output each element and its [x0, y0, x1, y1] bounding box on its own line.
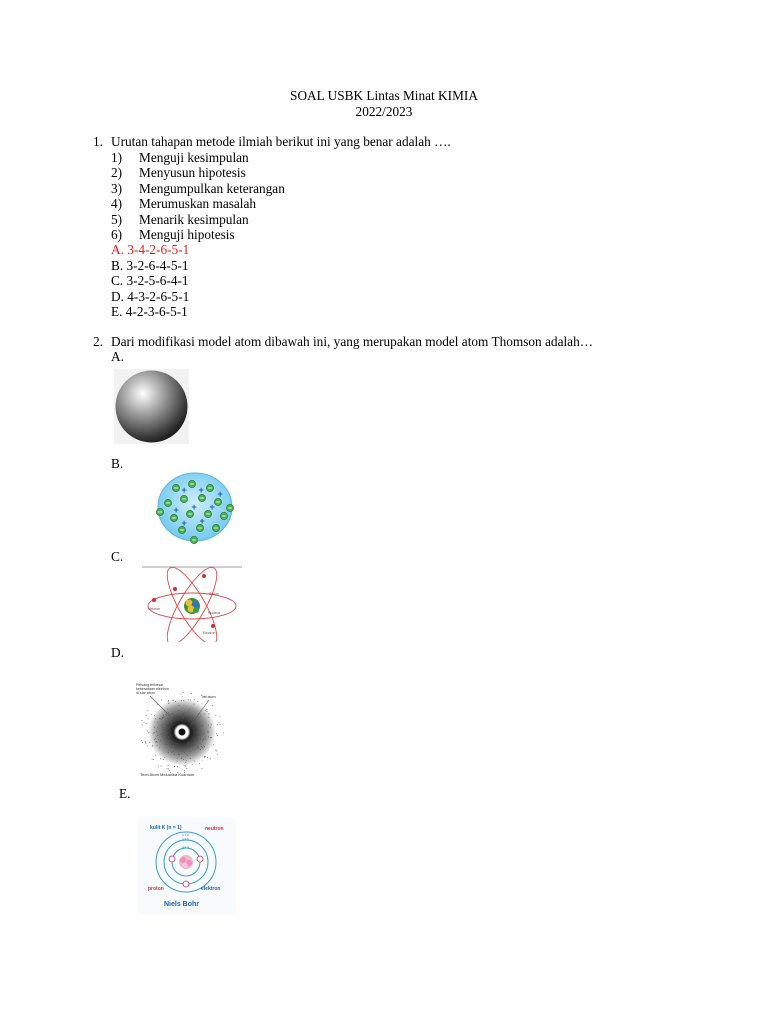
cloud-speck: [186, 716, 187, 717]
cloud-speck: [189, 709, 190, 710]
plus-sign: +: [181, 518, 187, 528]
cloud-speck: [190, 719, 191, 720]
plus-sign: +: [198, 485, 204, 495]
step-text: Menguji hipotesis: [139, 227, 235, 242]
cloud-speck: [195, 749, 196, 750]
cloud-speck: [168, 701, 169, 702]
option-d-label: D.: [111, 645, 124, 660]
cloud-speck: [161, 699, 162, 700]
cloud-speck: [199, 734, 200, 735]
cloud-speck: [215, 715, 216, 716]
cloud-speck: [185, 762, 186, 763]
question-text: Dari modifikasi model atom dibawah ini, yang merupakan model atom Thomson adalah…: [111, 334, 594, 349]
cloud-speck: [190, 758, 191, 759]
cloud-speck: [203, 748, 204, 749]
cloud-speck: [206, 709, 207, 710]
cloud-speck: [202, 740, 203, 741]
orbit-n2-label: n = 2: [182, 833, 189, 837]
cloud-speck: [154, 727, 155, 728]
cloud-speck: [203, 734, 204, 735]
electron-label: Electron: [203, 631, 216, 635]
plus-sign: +: [191, 502, 197, 512]
cloud-speck: [189, 721, 190, 722]
cloud-speck: [161, 766, 162, 767]
step-text: Menguji kesimpulan: [139, 149, 249, 165]
cloud-speck: [177, 761, 178, 762]
cloud-speck: [167, 732, 168, 733]
step-number: 4): [111, 196, 123, 211]
cloud-speck: [167, 744, 168, 745]
plus-sign: +: [181, 485, 187, 495]
cloud-speck: [184, 765, 185, 766]
cloud-speck: [166, 742, 167, 743]
image-caption: Teori Atom Mekanika Kuantum: [140, 772, 195, 777]
nucleus-label: Nucleus: [208, 611, 221, 615]
cloud-speck: [162, 724, 163, 725]
cloud-speck: [205, 739, 206, 740]
cloud-speck: [152, 759, 153, 760]
cloud-speck: [173, 718, 174, 719]
cloud-speck: [168, 703, 169, 704]
cloud-speck: [175, 721, 176, 722]
cloud-speck: [198, 746, 199, 747]
cloud-speck: [165, 744, 166, 745]
cloud-speck: [161, 719, 162, 720]
cloud-speck: [157, 727, 158, 728]
cloud-speck: [156, 741, 157, 742]
cloud-speck: [174, 720, 175, 721]
cloud-speck: [165, 741, 166, 742]
cloud-speck: [163, 715, 164, 716]
cloud-speck: [190, 741, 191, 742]
cloud-speck: [177, 758, 178, 759]
cloud-speck: [196, 747, 197, 748]
cloud-speck: [194, 704, 195, 705]
cloud-speck: [147, 745, 148, 746]
cloud-speck: [210, 758, 211, 759]
cloud-speck: [205, 710, 206, 711]
cloud-speck: [151, 714, 152, 715]
cloud-speck: [194, 739, 195, 740]
cloud-speck: [148, 718, 149, 719]
cloud-label-3: di luar atom: [136, 691, 155, 695]
bohr-model-image: [138, 818, 236, 914]
cloud-speck: [220, 716, 221, 717]
cloud-speck: [181, 700, 182, 701]
cloud-speck: [145, 743, 146, 744]
cloud-speck: [158, 765, 159, 766]
cloud-speck: [160, 740, 161, 741]
cloud-speck: [142, 742, 143, 743]
cloud-speck: [211, 737, 212, 738]
step-number: 6): [111, 227, 123, 242]
cloud-speck: [168, 752, 169, 753]
step-text: Menarik kesimpulan: [139, 211, 249, 227]
cloud-speck: [168, 768, 169, 769]
step-number: 2): [111, 165, 123, 180]
image-caption: Niels Bohr: [164, 901, 200, 908]
cloud-speck: [166, 714, 167, 715]
cloud-speck: [208, 736, 209, 737]
option-c: C. 3-2-5-6-4-1: [111, 273, 189, 288]
cloud-speck: [194, 733, 195, 734]
cloud-speck: [191, 693, 192, 694]
cloud-speck: [157, 742, 158, 743]
cloud-speck: [219, 722, 220, 723]
cloud-speck: [168, 718, 169, 719]
question-number: 1.: [93, 134, 103, 149]
cloud-speck: [154, 739, 155, 740]
cloud-speck: [200, 743, 201, 744]
cloud-speck: [185, 766, 186, 767]
nucleus-label: inti atom: [202, 695, 216, 699]
orbit-n1-label: n = 1: [182, 837, 189, 841]
cloud-speck: [183, 692, 184, 693]
cloud-speck: [207, 732, 208, 733]
option-d: D. 4-3-2-6-5-1: [111, 288, 190, 304]
cloud-speck: [171, 742, 172, 743]
cloud-label-2: keberadaan elektron: [136, 687, 169, 691]
cloud-speck: [190, 716, 191, 717]
cloud-speck: [164, 738, 165, 739]
plus-sign: +: [217, 489, 223, 499]
cloud-speck: [182, 751, 183, 752]
cloud-speck: [168, 700, 169, 701]
cloud-speck: [179, 754, 180, 755]
step-number: 1): [111, 149, 123, 165]
cloud-speck: [153, 759, 154, 760]
rutherford-orbit-image: [142, 566, 242, 642]
step-number: 5): [111, 211, 123, 227]
cloud-speck: [199, 763, 200, 764]
cloud-speck: [144, 722, 145, 723]
cloud-speck: [148, 732, 149, 733]
cloud-speck: [217, 735, 218, 736]
cloud-speck: [173, 751, 174, 752]
cloud-speck: [200, 738, 201, 739]
cloud-speck: [178, 710, 179, 711]
cloud-speck: [188, 742, 189, 743]
cloud-speck: [141, 740, 142, 741]
cloud-speck: [202, 726, 203, 727]
cloud-speck: [200, 749, 201, 750]
cloud-speck: [208, 725, 209, 726]
cloud-speck: [163, 717, 164, 718]
cloud-speck: [174, 754, 175, 755]
cloud-speck: [187, 755, 188, 756]
cloud-speck: [146, 715, 147, 716]
cloud-speck: [194, 723, 195, 724]
step-text: Mengumpulkan keterangan: [139, 180, 285, 196]
cloud-speck: [163, 759, 164, 760]
cloud-speck: [168, 732, 169, 733]
cloud-speck: [154, 715, 155, 716]
cloud-speck: [188, 699, 189, 700]
cloud-speck: [196, 740, 197, 741]
cloud-speck: [193, 738, 194, 739]
cloud-speck: [168, 728, 169, 729]
cloud-speck: [183, 713, 184, 714]
step-text: Merumuskan masalah: [139, 196, 257, 211]
thomson-plum-pudding-image: [154, 470, 236, 544]
cloud-speck: [157, 735, 158, 736]
cloud-speck: [185, 712, 186, 713]
cloud-speck: [174, 766, 175, 767]
cloud-speck: [178, 720, 179, 721]
cloud-speck: [183, 759, 184, 760]
cloud-speck: [213, 744, 214, 745]
quantum-electron-cloud-image: [130, 680, 226, 778]
cloud-speck: [167, 709, 168, 710]
option-b-label: B.: [111, 456, 124, 471]
cloud-speck: [190, 699, 191, 700]
cloud-speck: [147, 730, 148, 731]
cloud-speck: [210, 727, 211, 728]
cloud-speck: [212, 705, 213, 706]
cloud-speck: [208, 732, 209, 733]
cloud-speck: [162, 732, 163, 733]
cloud-speck: [210, 737, 211, 738]
cloud-speck: [197, 741, 198, 742]
cloud-speck: [184, 752, 185, 753]
cloud-speck: [146, 723, 147, 724]
cloud-speck: [164, 757, 165, 758]
cloud-speck: [157, 722, 158, 723]
cloud-speck: [178, 754, 179, 755]
cloud-speck: [168, 712, 169, 713]
cloud-speck: [199, 727, 200, 728]
cloud-speck: [205, 737, 206, 738]
cloud-speck: [174, 747, 175, 748]
cloud-speck: [149, 742, 150, 743]
cloud-speck: [216, 751, 217, 752]
cloud-speck: [155, 755, 156, 756]
cloud-speck: [170, 722, 171, 723]
cloud-speck: [155, 742, 156, 743]
cloud-speck: [202, 747, 203, 748]
cloud-speck: [167, 768, 168, 769]
cloud-speck: [155, 738, 156, 739]
orbit-n3-label: n = 3: [182, 845, 189, 849]
cloud-speck: [186, 760, 187, 761]
cloud-speck: [197, 747, 198, 748]
cloud-speck: [170, 735, 171, 736]
cloud-speck: [142, 720, 143, 721]
cloud-speck: [194, 761, 195, 762]
cloud-speck: [173, 700, 174, 701]
document-year: 2022/2023: [355, 104, 413, 119]
cloud-speck: [145, 742, 146, 743]
cloud-speck: [198, 748, 199, 749]
cloud-speck: [208, 717, 209, 718]
cloud-speck: [162, 727, 163, 728]
option-e: E. 4-2-3-6-5-1: [111, 304, 188, 319]
cloud-speck: [172, 713, 173, 714]
cloud-speck: [181, 758, 182, 759]
cloud-speck: [198, 734, 199, 735]
proton-label: proton: [148, 886, 164, 892]
cloud-speck: [155, 718, 156, 719]
cloud-speck: [163, 729, 164, 730]
cloud-speck: [183, 717, 184, 718]
cloud-speck: [161, 725, 162, 726]
cloud-speck: [223, 733, 224, 734]
cloud-speck: [199, 724, 200, 725]
plus-sign: +: [209, 502, 215, 512]
cloud-speck: [194, 699, 195, 700]
option-a-correct: A. 3-4-2-6-5-1: [111, 242, 190, 257]
cloud-speck: [142, 724, 143, 725]
cloud-speck: [159, 747, 160, 748]
cloud-speck: [168, 737, 169, 738]
cloud-speck: [202, 703, 203, 704]
cloud-speck: [197, 719, 198, 720]
cloud-speck: [201, 733, 202, 734]
cloud-speck: [201, 768, 202, 769]
cloud-speck: [202, 725, 203, 726]
dalton-sphere-image: [114, 369, 189, 444]
cloud-speck: [199, 717, 200, 718]
cloud-speck: [154, 721, 155, 722]
cloud-speck: [168, 765, 169, 766]
cloud-speck: [205, 756, 206, 757]
cloud-speck: [158, 739, 159, 740]
question-number: 2.: [93, 334, 103, 349]
cloud-speck: [217, 754, 218, 755]
cloud-speck: [175, 743, 176, 744]
cloud-speck: [201, 744, 202, 745]
cloud-speck: [186, 768, 187, 769]
cloud-speck: [209, 713, 210, 714]
cloud-speck: [170, 751, 171, 752]
cloud-label-1: Peluang terbesar: [136, 683, 164, 687]
answer-options: [111, 242, 189, 320]
cloud-speck: [211, 724, 212, 725]
cloud-speck: [220, 724, 221, 725]
cloud-speck: [206, 711, 207, 712]
cloud-speck: [147, 710, 148, 711]
cloud-speck: [177, 766, 178, 767]
cloud-speck: [171, 722, 172, 723]
cloud-speck: [171, 747, 172, 748]
cloud-speck: [193, 728, 194, 729]
cloud-speck: [153, 733, 154, 734]
cloud-speck: [165, 724, 166, 725]
cloud-speck: [170, 727, 171, 728]
plus-sign: +: [173, 505, 179, 515]
cloud-speck: [188, 743, 189, 744]
cloud-speck: [197, 701, 198, 702]
proton-label: Proton: [209, 592, 219, 596]
cloud-speck: [171, 721, 172, 722]
cloud-speck: [181, 693, 182, 694]
cloud-speck: [152, 746, 153, 747]
cloud-speck: [204, 733, 205, 734]
cloud-speck: [181, 716, 182, 717]
cloud-speck: [204, 756, 205, 757]
cloud-speck: [145, 741, 146, 742]
cloud-speck: [201, 746, 202, 747]
cloud-speck: [200, 715, 201, 716]
cloud-speck: [202, 760, 203, 761]
cloud-speck: [157, 745, 158, 746]
cloud-speck: [183, 700, 184, 701]
cloud-speck: [180, 751, 181, 752]
cloud-speck: [154, 732, 155, 733]
cloud-speck: [192, 764, 193, 765]
option-b: B. 3-2-6-4-5-1: [111, 257, 189, 273]
cloud-speck: [179, 705, 180, 706]
option-c-label: C.: [111, 549, 124, 564]
cloud-speck: [174, 716, 175, 717]
option-e-label: E.: [119, 786, 131, 801]
cloud-speck: [216, 749, 217, 750]
cloud-speck: [162, 736, 163, 737]
cloud-speck: [204, 746, 205, 747]
cloud-speck: [184, 749, 185, 750]
plus-sign: +: [199, 516, 205, 526]
step-number: 3): [111, 180, 123, 196]
cloud-speck: [160, 734, 161, 735]
cloud-speck: [163, 735, 164, 736]
cloud-speck: [196, 744, 197, 745]
cloud-speck: [207, 700, 208, 701]
cloud-speck: [184, 770, 185, 771]
question-text: Urutan tahapan metode ilmiah berikut ini yang benar adalah ….: [111, 134, 451, 149]
cloud-speck: [182, 696, 183, 697]
cloud-speck: [203, 745, 204, 746]
cloud-speck: [203, 739, 204, 740]
cloud-speck: [152, 745, 153, 746]
cloud-speck: [177, 743, 178, 744]
cloud-speck: [194, 746, 195, 747]
cloud-speck: [162, 733, 163, 734]
option-a-label: A.: [111, 349, 124, 364]
cloud-speck: [166, 715, 167, 716]
cloud-speck: [204, 714, 205, 715]
neutron-label: Neutron: [148, 607, 161, 611]
shell-label: kulit K (n = 1): [150, 825, 182, 831]
cloud-speck: [169, 740, 170, 741]
cloud-speck: [162, 718, 163, 719]
document-title: SOAL USBK Lintas Minat KIMIA: [290, 88, 478, 103]
cloud-speck: [156, 731, 157, 732]
cloud-speck: [171, 752, 172, 753]
cloud-speck: [159, 718, 160, 719]
cloud-speck: [168, 750, 169, 751]
cloud-speck: [175, 701, 176, 702]
electron-label: elektron: [201, 886, 221, 892]
cloud-speck: [182, 718, 183, 719]
cloud-speck: [172, 740, 173, 741]
cloud-speck: [190, 751, 191, 752]
cloud-speck: [191, 718, 192, 719]
neutron-label: neutron: [205, 826, 224, 832]
cloud-speck: [160, 758, 161, 759]
cloud-speck: [217, 724, 218, 725]
cloud-speck: [207, 757, 208, 758]
step-text: Menyusun hipotesis: [139, 165, 246, 180]
cloud-speck: [216, 733, 217, 734]
cloud-speck: [168, 722, 169, 723]
cloud-speck: [188, 710, 189, 711]
cloud-speck: [165, 735, 166, 736]
cloud-speck: [169, 770, 170, 771]
